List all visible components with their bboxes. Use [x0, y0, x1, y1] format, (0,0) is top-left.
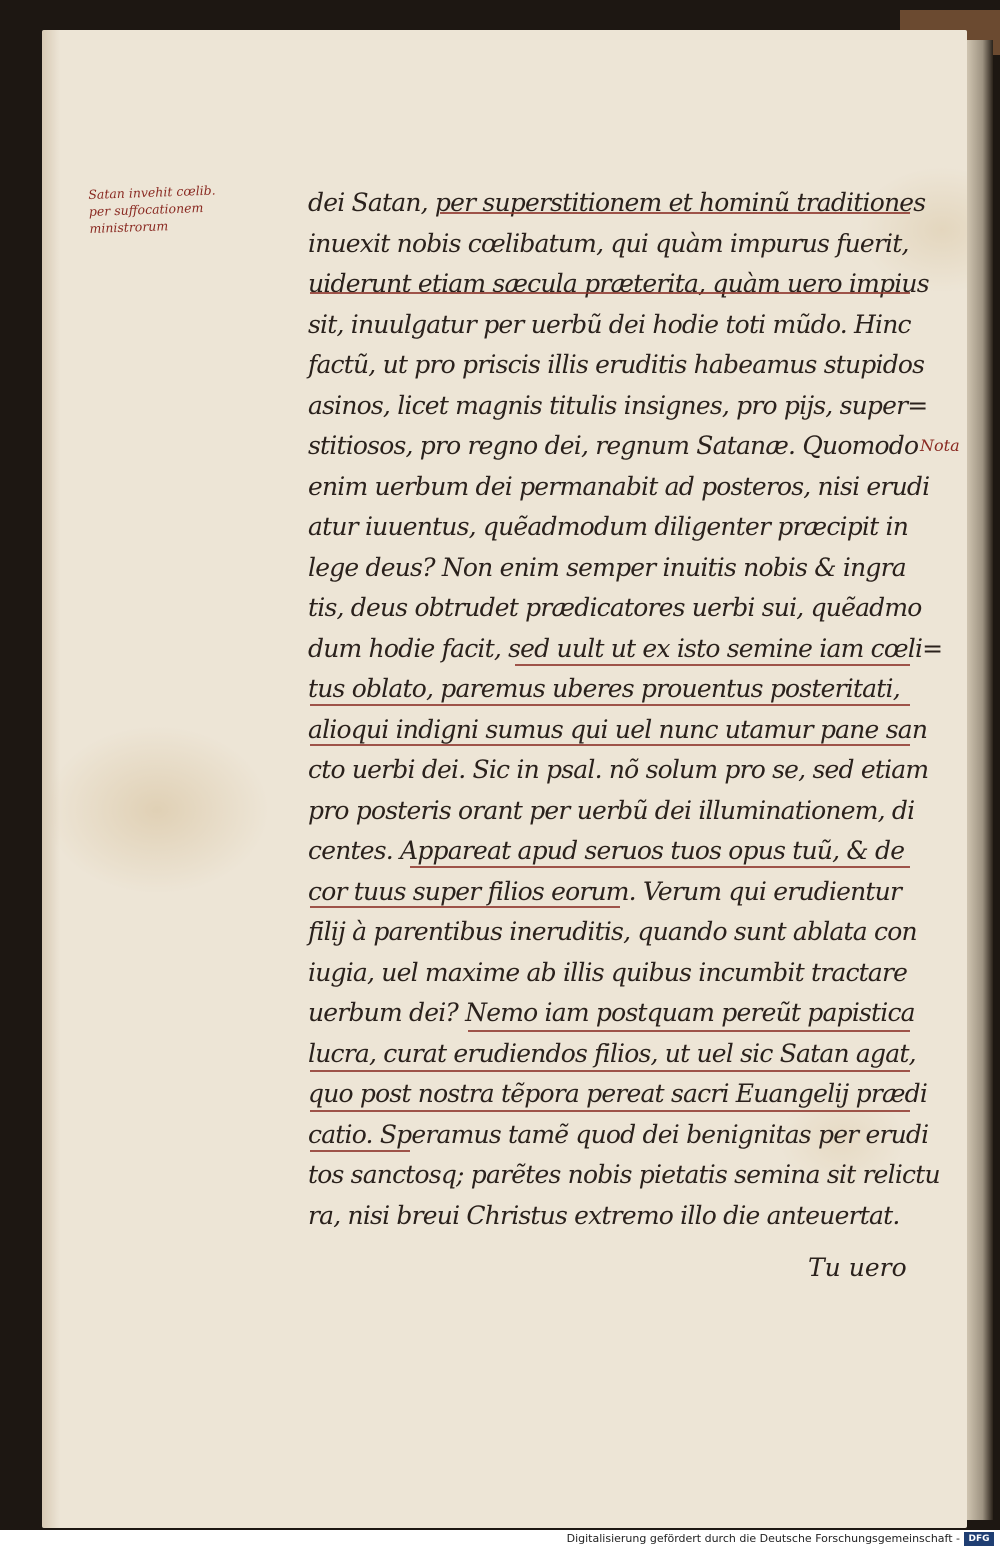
margin-note-line: per suffocationem: [88, 199, 204, 219]
text-line: tus oblato, paremus uberes prouentus posteritati,: [308, 674, 900, 703]
text-line: enim uerbum dei permanabit ad posteros, nisi erudi: [308, 471, 930, 501]
underline-mark: [440, 212, 910, 214]
text-line: atur iuuentus, quẽadmodum diligenter præcipit in: [308, 512, 909, 541]
text-line: iugia, uel maxime ab illis quibus incumbit tractare: [308, 957, 908, 987]
text-line: uiderunt etiam sæcula præterita, quàm uero impius: [308, 269, 929, 298]
text-line: tos sanctosq; parẽtes nobis pietatis semina sit relictu: [308, 1160, 940, 1189]
text-line: lege deus? Non enim semper inuitis nobis & ingra: [308, 552, 906, 582]
underline-mark: [468, 1030, 910, 1032]
underline-mark: [310, 292, 910, 294]
underline-mark: [310, 1070, 910, 1072]
text-line: asinos, licet magnis titulis insignes, pro pijs, super=: [308, 390, 928, 420]
text-line: dum hodie facit, sed uult ut ex isto semine iam cœli=: [308, 633, 943, 663]
underline-mark: [310, 1110, 910, 1112]
dfg-logo: DFG: [964, 1532, 994, 1546]
margin-note-line: Satan invehit cœlib.: [88, 182, 216, 202]
underline-mark: [310, 1150, 410, 1152]
digitization-credit: Digitalisierung gefördert durch die Deutsche Forschungsgemeinschaft -: [566, 1532, 960, 1545]
text-line: stitiosos, pro regno dei, regnum Satanæ. Quomodo: [308, 431, 919, 460]
text-line: cor tuus super filios eorum. Verum qui erudientur: [308, 876, 902, 906]
text-line: dei Satan, per superstitionem et hominũ traditiones: [308, 188, 926, 217]
marginal-annotation-left: [88, 178, 310, 237]
catchword: Tu uero: [808, 1253, 907, 1282]
underline-mark: [410, 866, 910, 868]
text-line: sit, inuulgatur per uerbũ dei hodie toti mũdo. Hinc: [308, 309, 911, 339]
text-line: quo post nostra tẽpora pereat sacri Euangelij prædi: [308, 1079, 928, 1108]
text-line: pro posteris orant per uerbũ dei illuminationem, di: [308, 795, 915, 825]
text-line: uerbum dei? Nemo iam postquam pereũt papistica: [308, 998, 915, 1027]
text-line: filij à parentibus ineruditis, quando sunt ablata con: [308, 917, 917, 946]
marginal-annotation-nota: Nota: [920, 436, 960, 455]
text-line: catio. Speramus tamẽ quod dei benignitas per erudi: [308, 1119, 929, 1149]
text-line: ra, nisi breui Christus extremo illo die anteuertat.: [308, 1200, 900, 1230]
text-line: lucra, curat erudiendos filios, ut uel sic Satan agat,: [308, 1038, 916, 1068]
underline-mark: [310, 906, 620, 908]
text-line: alioqui indigni sumus qui uel nunc utamur pane san: [308, 714, 928, 744]
text-line: factũ, ut pro priscis illis eruditis habeamus stupidos: [308, 350, 925, 379]
text-line: inuexit nobis cœlibatum, qui quàm impurus fuerit,: [308, 228, 909, 258]
text-line: tis, deus obtrudet prædicatores uerbi sui, quẽadmo: [308, 593, 922, 622]
underline-mark: [310, 704, 910, 706]
underline-mark: [310, 744, 910, 746]
page-edge: [967, 40, 993, 1520]
margin-note-line: ministrorum: [89, 218, 169, 236]
text-line: centes. Appareat apud seruos tuos opus tuũ, & de: [308, 836, 905, 865]
text-line: cto uerbi dei. Sic in psal. nõ solum pro se, sed etiam: [308, 755, 929, 784]
underline-mark: [515, 664, 910, 666]
